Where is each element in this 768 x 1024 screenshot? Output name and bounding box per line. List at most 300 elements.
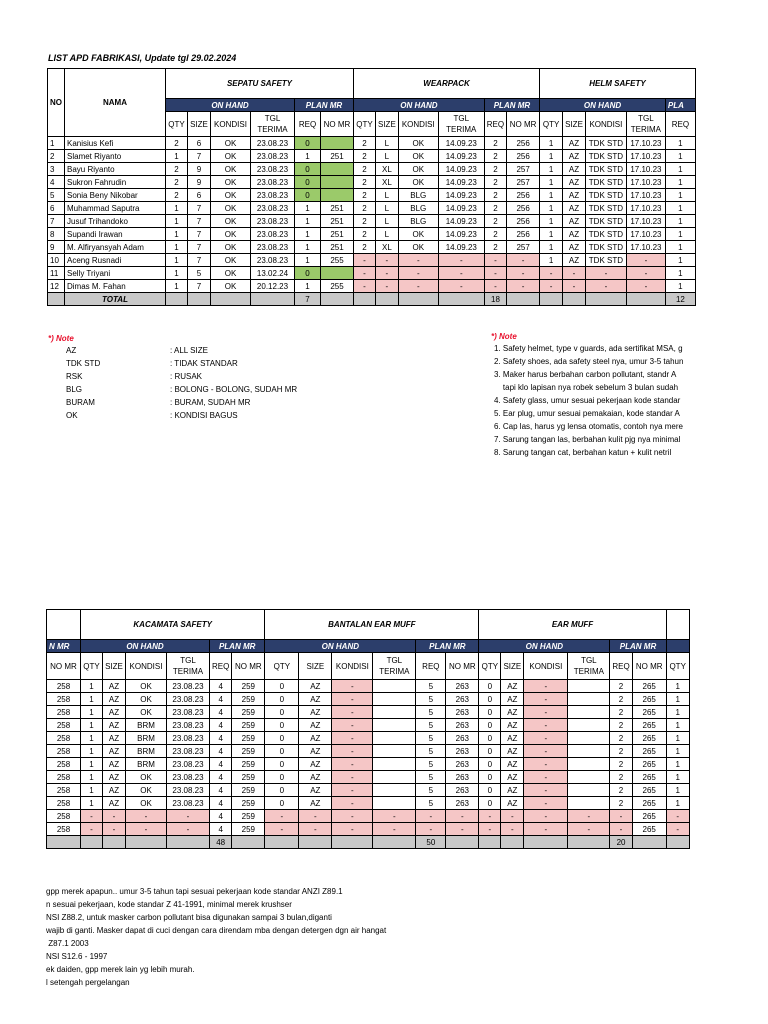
bantalan-cell: - xyxy=(332,797,373,810)
bantalan-cell: - xyxy=(373,810,416,823)
col-qty: QTY xyxy=(81,653,103,680)
wearpack-cell: BLG xyxy=(398,202,438,215)
wearpack-cell: 2 xyxy=(354,176,376,189)
kacamata-plan-mr-header: PLAN MR xyxy=(210,640,265,653)
document-title: LIST APD FABRIKASI, Update tgl 29.02.2024 xyxy=(48,53,237,63)
total-cell xyxy=(585,293,626,306)
wearpack-cell: XL xyxy=(376,163,399,176)
total-cell xyxy=(48,293,65,306)
bantalan-cell: 5 xyxy=(416,797,446,810)
sepatu-cell: 13.02.24 xyxy=(251,267,295,280)
col-size: SIZE xyxy=(563,112,586,137)
total-cell xyxy=(666,836,689,849)
col-kondisi: KONDISI xyxy=(524,653,568,680)
col-req: REQ xyxy=(484,112,506,137)
earmuff-on-hand-header: ON HAND xyxy=(479,640,610,653)
bantalan-cell: AZ xyxy=(299,680,332,693)
group-wearpack: WEARPACK xyxy=(354,69,540,99)
helm-cell: AZ xyxy=(563,150,586,163)
col-kondisi: KONDISI xyxy=(398,112,438,137)
col-size: SIZE xyxy=(188,112,211,137)
bantalan-cell: 5 xyxy=(416,758,446,771)
wearpack-cell: 2 xyxy=(354,163,376,176)
employee-name: Aceng Rusnadi xyxy=(65,254,166,267)
earmuff-cell: - xyxy=(524,719,568,732)
col-kondisi: KONDISI xyxy=(332,653,373,680)
kacamata-cell: - xyxy=(167,823,210,836)
helm-cell: - xyxy=(540,267,563,280)
bantalan-cell: 0 xyxy=(265,680,299,693)
sepatu-cell: 23.08.23 xyxy=(251,189,295,202)
kacamata-cell: 23.08.23 xyxy=(167,680,210,693)
sepatu-cell: 9 xyxy=(188,163,211,176)
total-cell xyxy=(321,293,354,306)
bantalan-cell: 0 xyxy=(265,784,299,797)
sepatu-cell: 23.08.23 xyxy=(251,254,295,267)
sepatu-cell: 1 xyxy=(166,280,188,293)
earmuff-cell: 2 xyxy=(610,784,632,797)
col-req: REQ xyxy=(665,112,695,137)
next-qty-cell: 1 xyxy=(666,732,689,745)
total-cell xyxy=(126,836,167,849)
col-size: SIZE xyxy=(299,653,332,680)
earmuff-cell: - xyxy=(524,758,568,771)
total-cell xyxy=(524,836,568,849)
col-tgl-terima: TGL TERIMA xyxy=(251,112,295,137)
bantalan-cell: 0 xyxy=(265,797,299,810)
bantalan-cell: - xyxy=(373,823,416,836)
earmuff-cell: - xyxy=(479,823,501,836)
sepatu-cell: 7 xyxy=(188,280,211,293)
sepatu-cell: 251 xyxy=(321,150,354,163)
kacamata-cell: 259 xyxy=(232,680,265,693)
bantalan-cell: AZ xyxy=(299,758,332,771)
kacamata-cell: - xyxy=(81,823,103,836)
wearpack-cell: 2 xyxy=(354,202,376,215)
earmuff-cell: 2 xyxy=(610,693,632,706)
helm-cell: AZ xyxy=(563,163,586,176)
note-line: 2. Safety shoes, ada safety steel nya, umur 3-5 tahun xyxy=(494,357,684,366)
sepatu-cell: OK xyxy=(211,137,251,150)
employee-name: Bayu Riyanto xyxy=(65,163,166,176)
employee-name: Slamet Riyanto xyxy=(65,150,166,163)
helm-no-mr-cell: 258 xyxy=(47,784,81,797)
col-req: REQ xyxy=(295,112,321,137)
bantalan-cell: AZ xyxy=(299,771,332,784)
earmuff-cell: AZ xyxy=(501,680,524,693)
col-kondisi: KONDISI xyxy=(585,112,626,137)
bantalan-cell: - xyxy=(416,810,446,823)
total-req: 12 xyxy=(665,293,695,306)
helm-cell: TDK STD xyxy=(585,228,626,241)
wearpack-cell: 2 xyxy=(354,241,376,254)
table-row xyxy=(48,176,696,189)
sepatu-cell xyxy=(321,189,354,202)
wearpack-cell: 2 xyxy=(354,228,376,241)
sepatu-cell: 1 xyxy=(166,254,188,267)
row-number: 11 xyxy=(48,267,65,280)
footer-line: Z87.1 2003 xyxy=(46,939,89,948)
row-number: 5 xyxy=(48,189,65,202)
earmuff-cell: 265 xyxy=(632,784,666,797)
bantalan-cell: AZ xyxy=(299,784,332,797)
helm-cell: 17.10.23 xyxy=(626,150,665,163)
next-qty-cell: 1 xyxy=(666,784,689,797)
earmuff-cell: 0 xyxy=(479,719,501,732)
wearpack-cell: - xyxy=(376,267,399,280)
next-qty-cell: 1 xyxy=(666,706,689,719)
kacamata-cell: BRM xyxy=(126,758,167,771)
earmuff-cell: AZ xyxy=(501,797,524,810)
kacamata-cell: 4 xyxy=(210,758,232,771)
col-no-mr: NO MR xyxy=(232,653,265,680)
top-table-viewport xyxy=(47,68,707,318)
kacamata-cell: 259 xyxy=(232,732,265,745)
wearpack-cell: 14.09.23 xyxy=(438,189,484,202)
helm-cell: 1 xyxy=(540,150,563,163)
total-cell xyxy=(501,836,524,849)
sepatu-cell: 251 xyxy=(321,228,354,241)
wearpack-cell: - xyxy=(438,267,484,280)
kacamata-cell: AZ xyxy=(103,758,126,771)
kacamata-cell: 259 xyxy=(232,784,265,797)
footer-notes xyxy=(46,885,466,989)
sepatu-cell: 23.08.23 xyxy=(251,150,295,163)
kacamata-cell: 23.08.23 xyxy=(167,771,210,784)
bantalan-cell: 0 xyxy=(265,771,299,784)
total-cell xyxy=(507,293,540,306)
kacamata-cell: 23.08.23 xyxy=(167,732,210,745)
wearpack-cell: 14.09.23 xyxy=(438,150,484,163)
wearpack-cell: OK xyxy=(398,241,438,254)
table-row xyxy=(48,267,696,280)
bantalan-cell: 5 xyxy=(416,706,446,719)
sepatu-cell: 1 xyxy=(295,202,321,215)
wearpack-cell: OK xyxy=(398,228,438,241)
wearpack-cell: - xyxy=(354,280,376,293)
kacamata-cell: 23.08.23 xyxy=(167,745,210,758)
helm-cell: TDK STD xyxy=(585,189,626,202)
col-qty: QTY xyxy=(666,653,689,680)
kacamata-cell: - xyxy=(126,823,167,836)
sepatu-cell: 7 xyxy=(188,241,211,254)
next-qty-cell: 1 xyxy=(666,680,689,693)
wearpack-cell: OK xyxy=(398,163,438,176)
col-tgl-terima: TGL TERIMA xyxy=(438,112,484,137)
legend-desc: : ALL SIZE xyxy=(170,346,208,355)
earmuff-cell: 265 xyxy=(632,680,666,693)
employee-name: Kanisius Kefi xyxy=(65,137,166,150)
total-req: 7 xyxy=(295,293,321,306)
next-qty-cell: 1 xyxy=(666,745,689,758)
legend-desc: : BOLONG - BOLONG, SUDAH MR xyxy=(170,385,298,394)
earmuff-cell: 0 xyxy=(479,784,501,797)
sepatu-cell: 1 xyxy=(295,228,321,241)
kacamata-cell: 259 xyxy=(232,771,265,784)
sepatu-cell: 7 xyxy=(188,254,211,267)
wearpack-cell: L xyxy=(376,189,399,202)
sepatu-cell xyxy=(321,163,354,176)
total-req: 50 xyxy=(416,836,446,849)
earmuff-cell xyxy=(568,745,610,758)
notes-viewport xyxy=(494,342,708,459)
earmuff-cell: 265 xyxy=(632,758,666,771)
bantalan-cell: 0 xyxy=(265,732,299,745)
group-helm-safety: HELM SAFETY xyxy=(540,69,696,99)
helm-cell: TDK STD xyxy=(585,176,626,189)
bantalan-cell xyxy=(373,680,416,693)
helm-on-hand-header: ON HAND xyxy=(540,99,666,112)
legend-desc: : BURAM, SUDAH MR xyxy=(170,398,251,407)
earmuff-cell: 265 xyxy=(632,732,666,745)
apd-bottom-table xyxy=(46,609,690,849)
helm-cell: 1 xyxy=(540,228,563,241)
sepatu-plan-mr-header: PLAN MR xyxy=(295,99,354,112)
bantalan-cell: 5 xyxy=(416,719,446,732)
sepatu-cell: 1 xyxy=(166,241,188,254)
helm-no-mr-cell: 258 xyxy=(47,771,81,784)
kacamata-cell: AZ xyxy=(103,797,126,810)
total-cell xyxy=(540,293,563,306)
wearpack-cell: - xyxy=(438,280,484,293)
total-req: 18 xyxy=(484,293,506,306)
total-cell xyxy=(479,836,501,849)
table-row xyxy=(47,784,690,797)
kacamata-cell: BRM xyxy=(126,719,167,732)
kacamata-cell: 259 xyxy=(232,693,265,706)
bantalan-cell: - xyxy=(332,784,373,797)
earmuff-cell: AZ xyxy=(501,706,524,719)
sepatu-cell: 0 xyxy=(295,163,321,176)
helm-cell: 1 xyxy=(665,137,695,150)
next-group-header xyxy=(666,640,689,653)
helm-cell: AZ xyxy=(563,176,586,189)
earmuff-cell: 265 xyxy=(632,693,666,706)
bantalan-cell: 263 xyxy=(446,693,479,706)
wearpack-cell: 14.09.23 xyxy=(438,241,484,254)
helm-cell: AZ xyxy=(563,215,586,228)
helm-cell: - xyxy=(626,280,665,293)
helm-cell: 1 xyxy=(665,241,695,254)
kacamata-cell: OK xyxy=(126,706,167,719)
bantalan-cell: 0 xyxy=(265,745,299,758)
total-cell xyxy=(232,836,265,849)
earmuff-cell: 2 xyxy=(610,719,632,732)
kacamata-cell: 4 xyxy=(210,680,232,693)
employee-name: Sonia Beny Nikobar xyxy=(65,189,166,202)
row-number: 6 xyxy=(48,202,65,215)
kacamata-cell: 4 xyxy=(210,706,232,719)
earmuff-cell: AZ xyxy=(501,771,524,784)
sepatu-cell: 23.08.23 xyxy=(251,241,295,254)
helm-cell: 17.10.23 xyxy=(626,202,665,215)
kacamata-cell: 1 xyxy=(81,797,103,810)
employee-name: Muhammad Saputra xyxy=(65,202,166,215)
sepatu-cell: 0 xyxy=(295,176,321,189)
kacamata-cell: 1 xyxy=(81,784,103,797)
bantalan-cell: - xyxy=(446,823,479,836)
helm-no-mr-cell: 258 xyxy=(47,732,81,745)
sepatu-cell: 20.12.23 xyxy=(251,280,295,293)
helm-cell: - xyxy=(563,267,586,280)
kacamata-cell: 23.08.23 xyxy=(167,693,210,706)
sepatu-cell: 1 xyxy=(166,150,188,163)
col-req: REQ xyxy=(610,653,632,680)
helm-cell: - xyxy=(563,280,586,293)
kacamata-cell: 23.08.23 xyxy=(167,784,210,797)
sepatu-cell: 1 xyxy=(166,267,188,280)
helm-cell: 1 xyxy=(540,215,563,228)
notes-title: *) Note xyxy=(491,332,517,341)
col-tgl-terima: TGL TERIMA xyxy=(167,653,210,680)
footer-line: n sesuai pekerjaan, kode standar Z 41-1991, minimal merek krushser xyxy=(46,900,292,909)
col-no-mr: NO MR xyxy=(507,112,540,137)
table-row xyxy=(47,823,690,836)
sepatu-cell: 1 xyxy=(295,150,321,163)
total-cell xyxy=(563,293,586,306)
wearpack-cell: 2 xyxy=(354,189,376,202)
helm-no-mr-cell: 258 xyxy=(47,797,81,810)
sepatu-cell: OK xyxy=(211,176,251,189)
bantalan-cell: 5 xyxy=(416,680,446,693)
bantalan-cell: - xyxy=(332,732,373,745)
wearpack-cell: - xyxy=(484,267,506,280)
bantalan-cell xyxy=(373,784,416,797)
sepatu-cell: 1 xyxy=(295,280,321,293)
col-size: SIZE xyxy=(103,653,126,680)
kacamata-cell: 23.08.23 xyxy=(167,758,210,771)
bantalan-cell: 263 xyxy=(446,784,479,797)
sepatu-cell: 1 xyxy=(295,215,321,228)
sepatu-cell: 7 xyxy=(188,215,211,228)
sepatu-cell xyxy=(321,137,354,150)
wearpack-cell: 14.09.23 xyxy=(438,228,484,241)
total-cell xyxy=(438,293,484,306)
kacamata-cell: OK xyxy=(126,680,167,693)
kacamata-cell: 259 xyxy=(232,745,265,758)
helm-cell: - xyxy=(585,280,626,293)
col-qty: QTY xyxy=(354,112,376,137)
table-row xyxy=(48,241,696,254)
wearpack-cell: 2 xyxy=(484,228,506,241)
helm-no-mr-cell: 258 xyxy=(47,719,81,732)
helm-cell: - xyxy=(540,280,563,293)
bantalan-cell: - xyxy=(332,706,373,719)
group-bantalan-ear-muff: BANTALAN EAR MUFF xyxy=(265,610,479,640)
kacamata-cell: 1 xyxy=(81,706,103,719)
bantalan-cell: - xyxy=(299,823,332,836)
sepatu-cell: 23.08.23 xyxy=(251,137,295,150)
bantalan-cell: - xyxy=(299,810,332,823)
sepatu-cell: 23.08.23 xyxy=(251,202,295,215)
bantalan-cell xyxy=(373,758,416,771)
sepatu-cell: OK xyxy=(211,202,251,215)
employee-name: Supandi Irawan xyxy=(65,228,166,241)
earmuff-cell: - xyxy=(524,693,568,706)
bantalan-cell: - xyxy=(332,771,373,784)
sepatu-cell: 251 xyxy=(321,202,354,215)
employee-name: Selly Triyani xyxy=(65,267,166,280)
wearpack-cell: 2 xyxy=(484,150,506,163)
helm-cell: 1 xyxy=(540,176,563,189)
bantalan-cell: - xyxy=(446,810,479,823)
earmuff-cell xyxy=(568,771,610,784)
wearpack-cell: 14.09.23 xyxy=(438,215,484,228)
earmuff-plan-mr-header: PLAN MR xyxy=(610,640,666,653)
footer-line: NSI S12.6 - 1997 xyxy=(46,952,108,961)
wearpack-on-hand-header: ON HAND xyxy=(354,99,485,112)
row-number: 8 xyxy=(48,228,65,241)
apd-top-table xyxy=(47,68,696,306)
helm-cell: 1 xyxy=(540,254,563,267)
kacamata-cell: AZ xyxy=(103,706,126,719)
sepatu-cell: OK xyxy=(211,241,251,254)
bantalan-cell: - xyxy=(332,745,373,758)
legend-desc: : RUSAK xyxy=(170,372,203,381)
col-nama-header: NAMA xyxy=(65,69,166,137)
bantalan-cell: - xyxy=(332,693,373,706)
sepatu-cell: OK xyxy=(211,163,251,176)
kacamata-cell: AZ xyxy=(103,732,126,745)
earmuff-cell: - xyxy=(524,810,568,823)
earmuff-cell: AZ xyxy=(501,758,524,771)
helm-cell: AZ xyxy=(563,241,586,254)
bottom-table-viewport xyxy=(46,609,704,861)
kacamata-cell: 4 xyxy=(210,732,232,745)
earmuff-cell: AZ xyxy=(501,784,524,797)
col-tgl-terima: TGL TERIMA xyxy=(626,112,665,137)
wearpack-cell: - xyxy=(376,280,399,293)
table-row xyxy=(47,719,690,732)
col-size: SIZE xyxy=(501,653,524,680)
legend-list xyxy=(66,344,366,422)
wearpack-cell: 2 xyxy=(484,241,506,254)
bantalan-cell: 0 xyxy=(265,758,299,771)
sepatu-cell: 5 xyxy=(188,267,211,280)
wearpack-cell: 14.09.23 xyxy=(438,137,484,150)
earmuff-cell: 265 xyxy=(632,771,666,784)
kacamata-cell: 4 xyxy=(210,784,232,797)
sepatu-cell: 2 xyxy=(166,189,188,202)
wearpack-cell: L xyxy=(376,202,399,215)
legend-code: TDK STD xyxy=(66,359,101,368)
kacamata-cell: AZ xyxy=(103,719,126,732)
kacamata-cell: - xyxy=(167,810,210,823)
helm-cell: 1 xyxy=(665,202,695,215)
earmuff-cell: - xyxy=(610,810,632,823)
legend-item xyxy=(66,409,366,422)
earmuff-cell: - xyxy=(568,810,610,823)
wearpack-cell: 2 xyxy=(484,137,506,150)
kacamata-cell: 259 xyxy=(232,823,265,836)
helm-cell: 17.10.23 xyxy=(626,228,665,241)
bottom-blank-header xyxy=(47,610,81,640)
earmuff-cell xyxy=(568,719,610,732)
legend-desc: : KONDISI BAGUS xyxy=(170,411,238,420)
helm-cell: 17.10.23 xyxy=(626,241,665,254)
table-row xyxy=(48,228,696,241)
next-qty-cell: 1 xyxy=(666,719,689,732)
wearpack-cell: XL xyxy=(376,241,399,254)
bantalan-cell: 263 xyxy=(446,680,479,693)
total-cell xyxy=(167,836,210,849)
total-cell xyxy=(265,836,299,849)
helm-cell: 17.10.23 xyxy=(626,215,665,228)
bantalan-cell: 0 xyxy=(265,706,299,719)
table-row xyxy=(47,745,690,758)
bantalan-cell: 5 xyxy=(416,784,446,797)
sepatu-on-hand-header: ON HAND xyxy=(166,99,295,112)
